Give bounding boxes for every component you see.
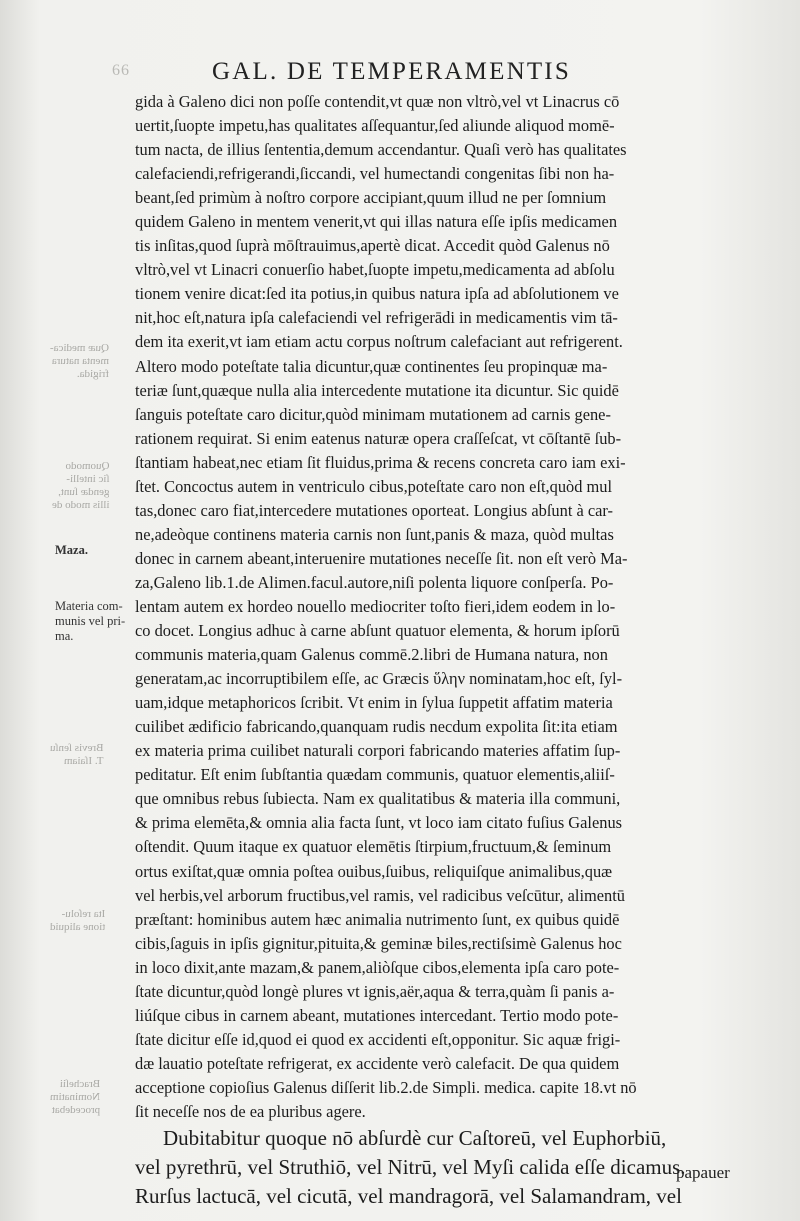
text-line: ortus exiſtat,quæ omnia poſtea ouibus,ſuibus, reliquiſque animalibus,quæ [135,861,613,881]
text-line: que omnibus rebus ſubiecta. Nam ex qualitatibus & materia illa communi, [135,789,621,809]
text-line: cuilibet ædificio fabricando,quanquam rudis necdum expolita ſit:ita etiam [135,717,618,737]
body-text [135,90,743,1211]
text-line: in loco dixit,ante mazam,& panem,aliòſque cibos,elementa ipſa caro pote- [135,957,620,977]
text-line: vel pyrethrū, vel Struthiō, vel Nitrū, vel Myſi calida eſſe dicamus. [135,1155,686,1180]
text-line: communis materia,quam Galenus commē.2.libri de Humana natura, non [135,645,608,665]
text-line: ſtate dicitur eſſe id,quod ei quod ex accidenti eſt,opponitur. Sic aquæ frigi- [135,1029,621,1049]
page-folio: 66 [112,62,130,79]
text-line: oſtendit. Quum itaque ex quatuor elemētis ſtirpium,fructuum,& ſeminum [135,837,612,857]
text-line: peditatur. Eſt enim ſubſtantia quædam communis, quatuor elementis,aliiſ- [135,765,615,785]
catchword: papauer [676,1163,730,1182]
text-line: ſtate dicuntur,quòd longè plures vt ignis,aër,aqua & terra,quàm ſi panis a- [135,981,615,1001]
bleed-through-text: Bracheſii Nominatim procedebat [50,1078,101,1116]
text-line: rationem requirat. Si enim eatenus naturæ opera craſſeſcat, vt cōſtantē ſub- [135,428,622,448]
text-line: ſanguis poteſtate caro dicitur,quòd minimam mutationem ad carnis gene- [135,404,611,424]
text-line: co docet. Longius adhuc à carne abſunt quatuor elementa, & horum ipſorū [135,621,620,641]
text-line: Altero modo poteſtate talia dicuntur,quæ continentes ſeu propinquæ ma- [135,356,608,376]
paragraph-opening-line: Dubitabitur quoque nō abſurdè cur Caſtoreū, vel Euphorbiū, [163,1126,667,1151]
bleed-through-text: Ita reſolu- tione aliquid [50,908,106,933]
text-line: ſtantiam habeat,nec etiam ſit fluidus,prima & recens concreta caro iam exi- [135,452,626,472]
text-line: dem ita exerit,vt iam etiam actu corpus noſtrum calefaciant aut refrigerent. [135,332,623,352]
text-line: vel herbis,vel arborum fructibus,vel ramis, vel radicibus veſcūtur, alimentū [135,885,626,905]
text-line: ſtet. Concoctus autem in ventriculo cibus,poteſtate caro non eſt,quòd mul [135,476,613,496]
text-line: beant,ſed primùm à noſtro corpore accipiant,quum illud ne per ſomnium [135,188,607,208]
text-line: lentam autem ex hordeo nouello mediocriter toſto fieri,idem eodem in lo- [135,596,616,616]
text-line: nit,hoc eſt,natura ipſa calefaciendi vel refrigerādi in medicamentis vim tā- [135,308,618,328]
text-line: donec in carnem abeant,interuenire mutationes neceſſe ſit. non eſt verò Ma- [135,548,628,568]
text-line: dæ lauatio poteſtate refrigerat, ex accidente verò calefacit. De qua quidem [135,1053,620,1073]
text-line: tionem venire dicat:ſed ita potius,in quibus natura ipſa ad abſolutionem ve [135,284,619,304]
text-line: præſtant: hominibus autem hæc animalia nutrimento ſunt, ex quibus quidē [135,909,620,929]
margin-note-maza: Maza. [55,543,88,557]
bleed-through-text: Quæ medica- menta natura frigida. [50,342,109,380]
margin-note-materia: Materia com- munis vel pri- ma. [55,599,126,643]
text-line: tas,donec caro fiat,intercedere mutationes oporteat. Longius abſunt à car- [135,500,613,520]
text-line: Rurſus lactucā, vel cicutā, vel mandragorā, vel Salamandram, vel [135,1184,682,1209]
text-line: teriæ ſunt,quæque nulla alia intercedente mutatione ita dicuntur. Sic quidē [135,380,619,400]
bleed-through-text: Quomodo ſic intelli- gendæ ſunt, illis modo de [52,460,110,511]
bleed-through-text: Brevis ſenſu T. Iſaiam [50,742,104,767]
text-line: tis inſitas,quod ſuprà mōſtrauimus,apertè dicat. Accedit quòd Galenus nō [135,236,610,256]
text-line: uertit,ſuopte impetu,has qualitates aſſequantur,ſed aliunde aliquod momē- [135,116,615,136]
text-line: uam,idque metaphoricos ſcribit. Vt enim in ſylua ſuppetit affatim materia [135,693,613,713]
text-line: ex materia prima cuilibet naturali corpori fabricando materies affatim ſup- [135,741,621,761]
text-line: cibis,ſaguis in ipſis gignitur,pituita,& geminæ biles,rectiſsimè Galenus hoc [135,933,622,953]
text-line: ne,adeòque continens materia carnis non ſunt,panis & maza, quòd multas [135,524,614,544]
text-line: quidem Galeno in mentem venerit,vt qui illas natura eſſe ipſis medicamen [135,212,618,232]
running-head: GAL. DE TEMPERAMENTIS [212,58,571,85]
text-line: generatam,ac incorruptibilem eſſe, ac Græcis ὕλην nominatam,hoc eſt, ſyl- [135,669,623,689]
text-line: liúſque cibus in carnem abeant, mutationes intercedant. Tertio modo pote- [135,1005,619,1025]
text-line: calefaciendi,refrigerandi,ſiccandi, vel humectandi congenitas ſibi non ha- [135,164,615,184]
text-line: za,Galeno lib.1.de Alimen.facul.autore,niſi polenta liquore conſperſa. Po- [135,572,614,592]
text-line: acceptione copioſius Galenus diſſerit lib.2.de Simpli. medica. capite 18.vt nō [135,1077,637,1097]
text-line: & prima elemēta,& omnia alia facta ſunt, vt loco iam citato fuſius Galenus [135,813,623,833]
text-line: ſit neceſſe nos de ea pluribus agere. [135,1101,366,1121]
text-line: gida à Galeno dici non poſſe contendit,vt quæ non vltrò,vel vt Linacrus cō [135,92,620,111]
text-line: vltrò,vel vt Linacri conuerſio habet,ſuopte impetu,medicamenta ad abſolu [135,260,615,280]
text-line: tum nacta, de illius ſententia,demum accendantur. Quaſi verò has qualitates [135,140,627,160]
